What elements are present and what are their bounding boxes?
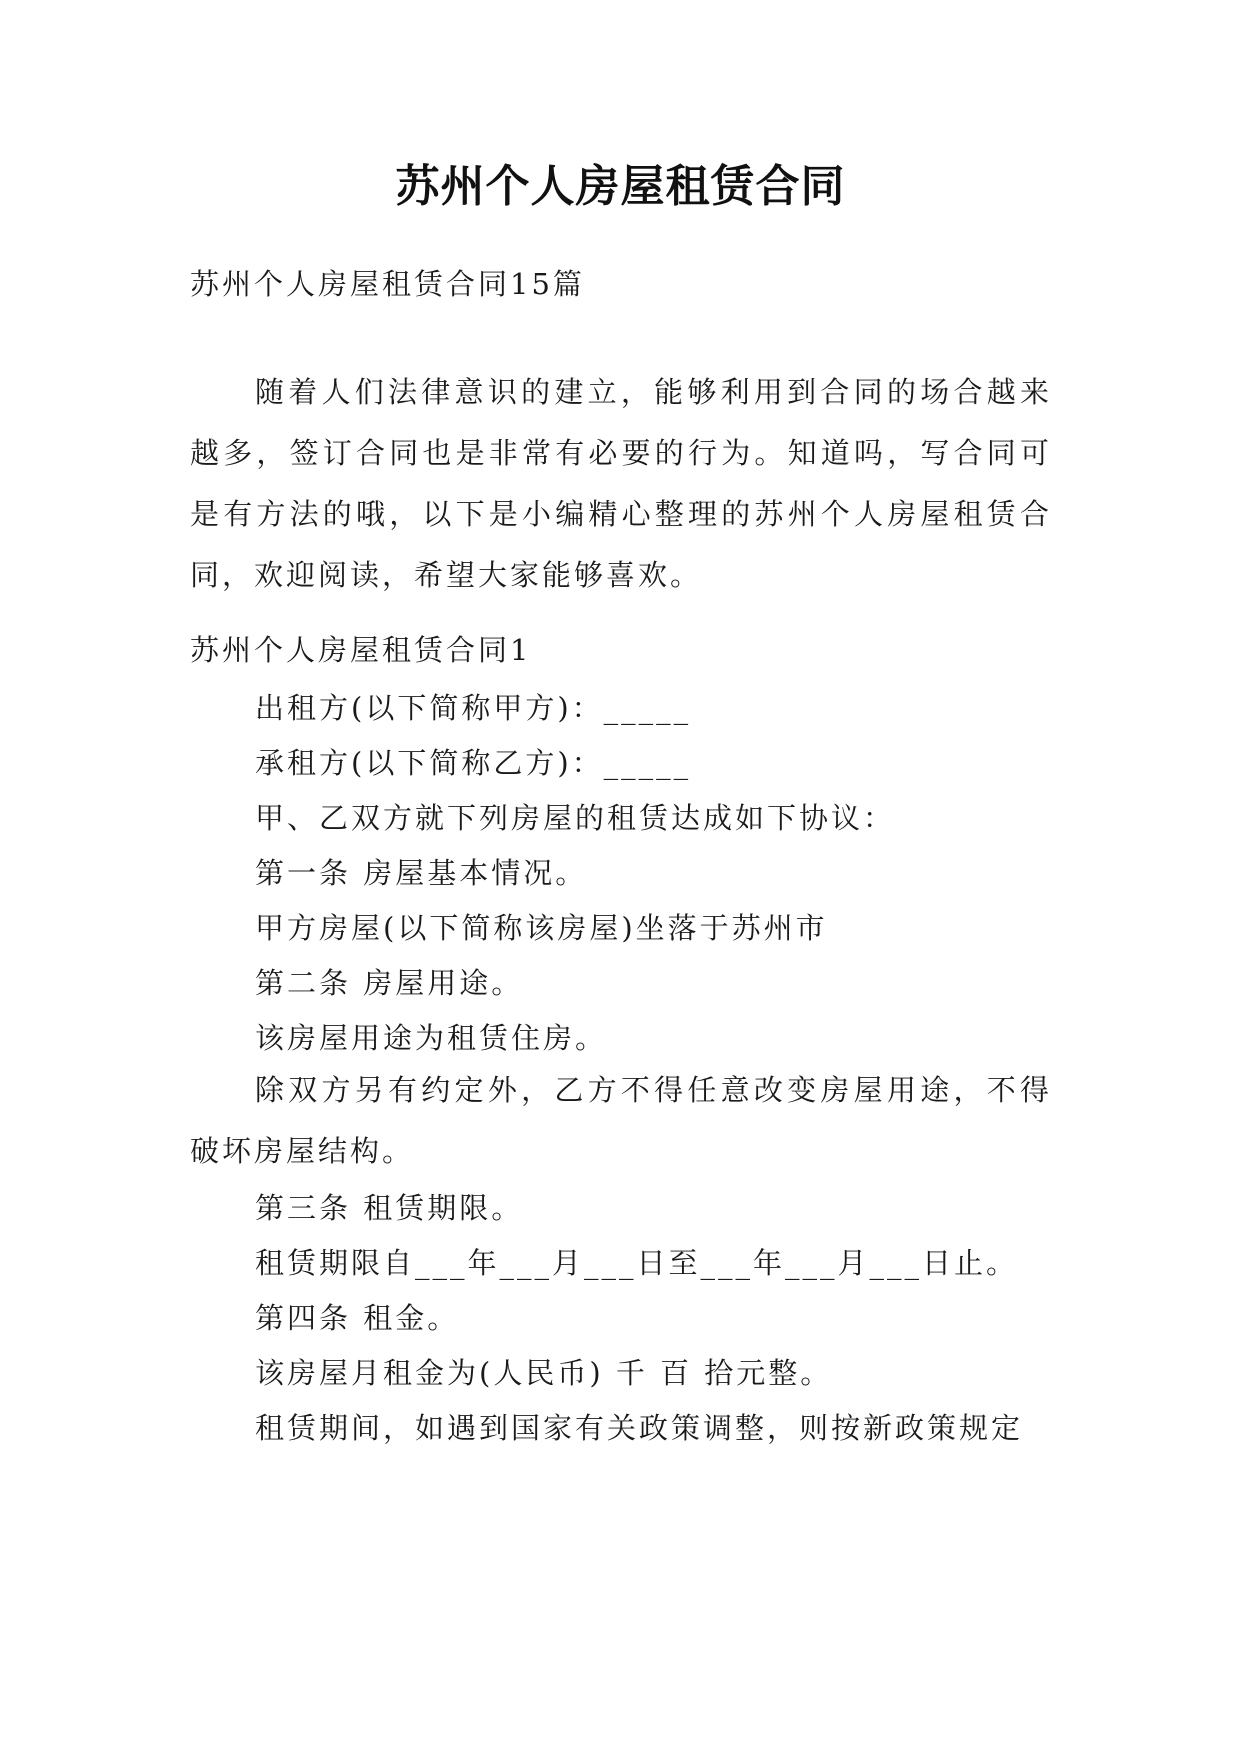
monthly-rent-line: 该房屋月租金为(人民币) 千 百 拾元整。	[255, 1356, 833, 1390]
article-one-heading: 第一条 房屋基本情况。	[255, 856, 588, 890]
article-four-heading: 第四条 租金。	[255, 1301, 460, 1335]
usage-restriction-paragraph: 除双方另有约定外，乙方不得任意改变房屋用途，不得破坏房屋结构。	[190, 1073, 1052, 1168]
document-subtitle: 苏州个人房屋租赁合同15篇	[190, 267, 585, 301]
property-location-line: 甲方房屋(以下简称该房屋)坐落于苏州市	[255, 911, 828, 945]
agreement-line: 甲、乙双方就下列房屋的租赁达成如下协议：	[255, 801, 896, 835]
article-two-heading: 第二条 房屋用途。	[255, 966, 524, 1000]
article-three-heading: 第三条 租赁期限。	[255, 1191, 524, 1225]
intro-paragraph: 随着人们法律意识的建立，能够利用到合同的场合越来越多，签订合同也是非常有必要的行为。知道吗，写合同可是有方法的哦，以下是小编精心整理的苏州个人房屋租赁合同，欢迎阅读，希望大家能够喜欢。	[190, 375, 1052, 592]
lessor-line: 出租方(以下简称甲方)：_____	[255, 691, 692, 725]
policy-adjustment-line: 租赁期间，如遇到国家有关政策调整，则按新政策规定	[255, 1411, 1024, 1445]
property-usage-line: 该房屋用途为租赁住房。	[255, 1021, 608, 1055]
section-title: 苏州个人房屋租赁合同1	[190, 633, 532, 667]
lease-term-line: 租赁期限自___年___月___日至___年___月___日止。	[255, 1246, 1019, 1280]
lessee-line: 承租方(以下简称乙方)：_____	[255, 746, 692, 780]
document-title: 苏州个人房屋租赁合同	[395, 161, 846, 212]
